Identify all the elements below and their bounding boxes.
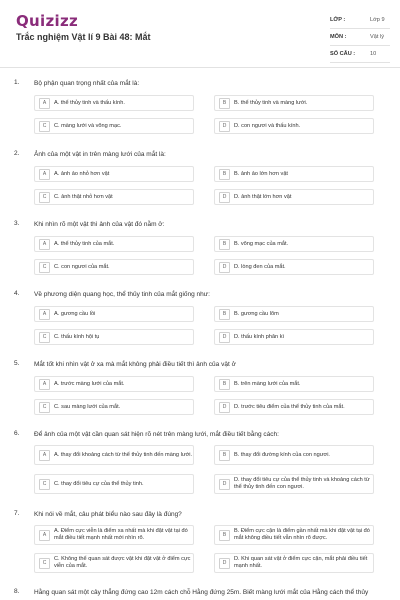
- question-number: 7.: [14, 510, 20, 517]
- option-letter: D: [219, 192, 230, 203]
- option-c[interactable]: [34, 553, 194, 573]
- option-a[interactable]: [34, 166, 194, 182]
- meta-value: 10: [370, 51, 377, 57]
- option-letter: D: [219, 479, 230, 490]
- option-d[interactable]: [214, 118, 374, 134]
- question-number: 5.: [14, 360, 20, 367]
- option-text: A. gương cầu lồi: [54, 310, 96, 317]
- option-d[interactable]: [214, 189, 374, 205]
- option-letter: B: [219, 169, 230, 180]
- option-letter: C: [39, 402, 50, 413]
- option-b[interactable]: [214, 236, 374, 252]
- option-letter: B: [219, 379, 230, 390]
- meta-row-subject: [330, 29, 390, 46]
- question-number: 1.: [14, 79, 20, 86]
- question-text: Bộ phận quan trọng nhất của mắt là:: [34, 80, 140, 87]
- meta-value: Vật lý: [370, 34, 384, 40]
- option-text: C. ảnh thật nhỏ hơn vật: [54, 193, 113, 200]
- option-letter: C: [39, 332, 50, 343]
- option-a[interactable]: [34, 525, 194, 545]
- question-text: Khi nhìn rõ một vật thì ảnh của vật đó nằm ở:: [34, 221, 165, 228]
- meta-key: MÔN :: [330, 34, 347, 40]
- option-letter: B: [219, 239, 230, 250]
- option-letter: C: [39, 558, 50, 569]
- option-text: A. Điểm cực viễn là điểm xa nhất mà khi đặt vật tại đó mắt điều tiết mạnh nhất mới nhìn rõ.: [54, 528, 188, 541]
- option-a[interactable]: [34, 306, 194, 322]
- option-letter: A: [39, 98, 50, 109]
- question-number: 2.: [14, 150, 20, 157]
- option-b[interactable]: [214, 166, 374, 182]
- question-text: Hằng quan sát một cây thẳng đứng cao 12m cách chỗ Hằng đứng 25m. Biết màng lưới mắt của Hằng cách thể thủy: [34, 589, 369, 596]
- option-letter: C: [39, 121, 50, 132]
- option-letter: A: [39, 239, 50, 250]
- option-letter: A: [39, 530, 50, 541]
- option-text: A. thể thủy tinh và thấu kính.: [54, 99, 125, 106]
- option-d[interactable]: [214, 259, 374, 275]
- question-number: 4.: [14, 290, 20, 297]
- option-letter: B: [219, 450, 230, 461]
- question-text: Ảnh của một vật in trên màng lưới của mắt là:: [34, 151, 166, 158]
- question-text: Khi nói về mắt, câu phát biểu nào sau đây là đúng?: [34, 511, 182, 518]
- option-text: B. trên màng lưới của mắt.: [234, 380, 301, 387]
- option-letter: C: [39, 479, 50, 490]
- option-text: C. màng lưới và võng mạc.: [54, 122, 122, 129]
- option-letter: C: [39, 262, 50, 273]
- option-letter: D: [219, 402, 230, 413]
- option-letter: D: [219, 121, 230, 132]
- question-text: Về phương diện quang học, thể thủy tinh của mắt giống như:: [34, 291, 210, 298]
- option-c[interactable]: [34, 189, 194, 205]
- option-text: B. ảnh ảo lớn hơn vật: [234, 170, 288, 177]
- option-letter: A: [39, 450, 50, 461]
- option-text: C. thay đổi tiêu cự của thể thủy tinh.: [54, 480, 144, 487]
- option-b[interactable]: [214, 525, 374, 545]
- option-text: D. thay đổi tiêu cự của thể thủy tinh và khoảng cách từ thể thủy tinh đến con ngươi.: [234, 477, 370, 490]
- question-text: Mắt tốt khi nhìn vật ở xa mà mắt không phải điều tiết thì ảnh của vật ở: [34, 361, 236, 368]
- question-number: 6.: [14, 430, 20, 437]
- option-letter: B: [219, 309, 230, 320]
- option-text: B. thể thủy tinh và màng lưới.: [234, 99, 308, 106]
- option-text: D. trước tiêu điểm của thể thủy tinh của mắt.: [234, 403, 345, 410]
- option-c[interactable]: [34, 399, 194, 415]
- option-text: C. Không thể quan sát được vật khi đặt vật ở điểm cực viễn của mắt.: [54, 556, 191, 569]
- option-d[interactable]: [214, 399, 374, 415]
- option-text: D. Khi quan sát vật ở điểm cực cận, mắt phải điều tiết mạnh nhất.: [234, 556, 368, 569]
- option-text: C. sau màng lưới của mắt.: [54, 403, 121, 410]
- option-text: B. thay đổi đường kính của con ngươi.: [234, 451, 330, 458]
- page-title: Trắc nghiệm Vật lí 9 Bài 48: Mắt: [16, 32, 151, 42]
- option-text: D. thấu kính phân kì: [234, 333, 285, 340]
- option-text: D. lòng đen của mắt.: [234, 263, 286, 270]
- option-text: C. thấu kính hội tụ: [54, 333, 100, 340]
- quizizz-logo: Quizizz: [16, 12, 79, 30]
- option-text: A. ảnh ảo nhỏ hơn vật: [54, 170, 110, 177]
- option-a[interactable]: [34, 95, 194, 111]
- option-b[interactable]: [214, 445, 374, 465]
- option-letter: C: [39, 192, 50, 203]
- meta-key: SỐ CÂU :: [330, 51, 356, 57]
- option-letter: B: [219, 530, 230, 541]
- option-letter: A: [39, 169, 50, 180]
- option-b[interactable]: [214, 95, 374, 111]
- question-number: 3.: [14, 220, 20, 227]
- option-a[interactable]: [34, 376, 194, 392]
- question-text: Để ảnh của một vật cần quan sát hiện rõ nét trên màng lưới, mắt điều tiết bằng cách:: [34, 431, 279, 438]
- meta-value: Lớp 9: [370, 17, 385, 23]
- question-number: 8.: [14, 588, 20, 595]
- option-text: A. trước màng lưới của mắt.: [54, 380, 125, 387]
- meta-row-count: [330, 46, 390, 63]
- option-text: A. thể thủy tinh của mắt.: [54, 240, 115, 247]
- option-text: D. con ngươi và thấu kính.: [234, 122, 301, 129]
- option-letter: A: [39, 379, 50, 390]
- option-letter: A: [39, 309, 50, 320]
- option-a[interactable]: [34, 445, 194, 465]
- page-header: [0, 0, 400, 68]
- option-text: B. gương cầu lõm: [234, 310, 279, 317]
- option-letter: B: [219, 98, 230, 109]
- option-text: A. thay đổi khoảng cách từ thể thủy tinh đến màng lưới.: [54, 451, 193, 458]
- option-letter: D: [219, 558, 230, 569]
- option-text: B. võng mạc của mắt.: [234, 240, 289, 247]
- option-b[interactable]: [214, 376, 374, 392]
- option-b[interactable]: [214, 306, 374, 322]
- option-letter: D: [219, 332, 230, 343]
- option-letter: D: [219, 262, 230, 273]
- option-c[interactable]: [34, 329, 194, 345]
- option-text: D. ảnh thật lớn hơn vật: [234, 193, 292, 200]
- option-c[interactable]: [34, 259, 194, 275]
- option-d[interactable]: [214, 474, 374, 494]
- option-a[interactable]: [34, 236, 194, 252]
- option-c[interactable]: [34, 118, 194, 134]
- option-text: B. Điểm cực cận là điểm gần nhất mà khi đặt vật tại đó mắt không điều tiết vẫn nhìn rõ được.: [234, 528, 370, 541]
- option-text: C. con ngươi của mắt.: [54, 263, 110, 270]
- option-c[interactable]: [34, 474, 194, 494]
- meta-table: [330, 12, 390, 63]
- meta-key: LỚP :: [330, 17, 346, 23]
- meta-row-class: [330, 12, 390, 29]
- option-d[interactable]: [214, 329, 374, 345]
- option-d[interactable]: [214, 553, 374, 573]
